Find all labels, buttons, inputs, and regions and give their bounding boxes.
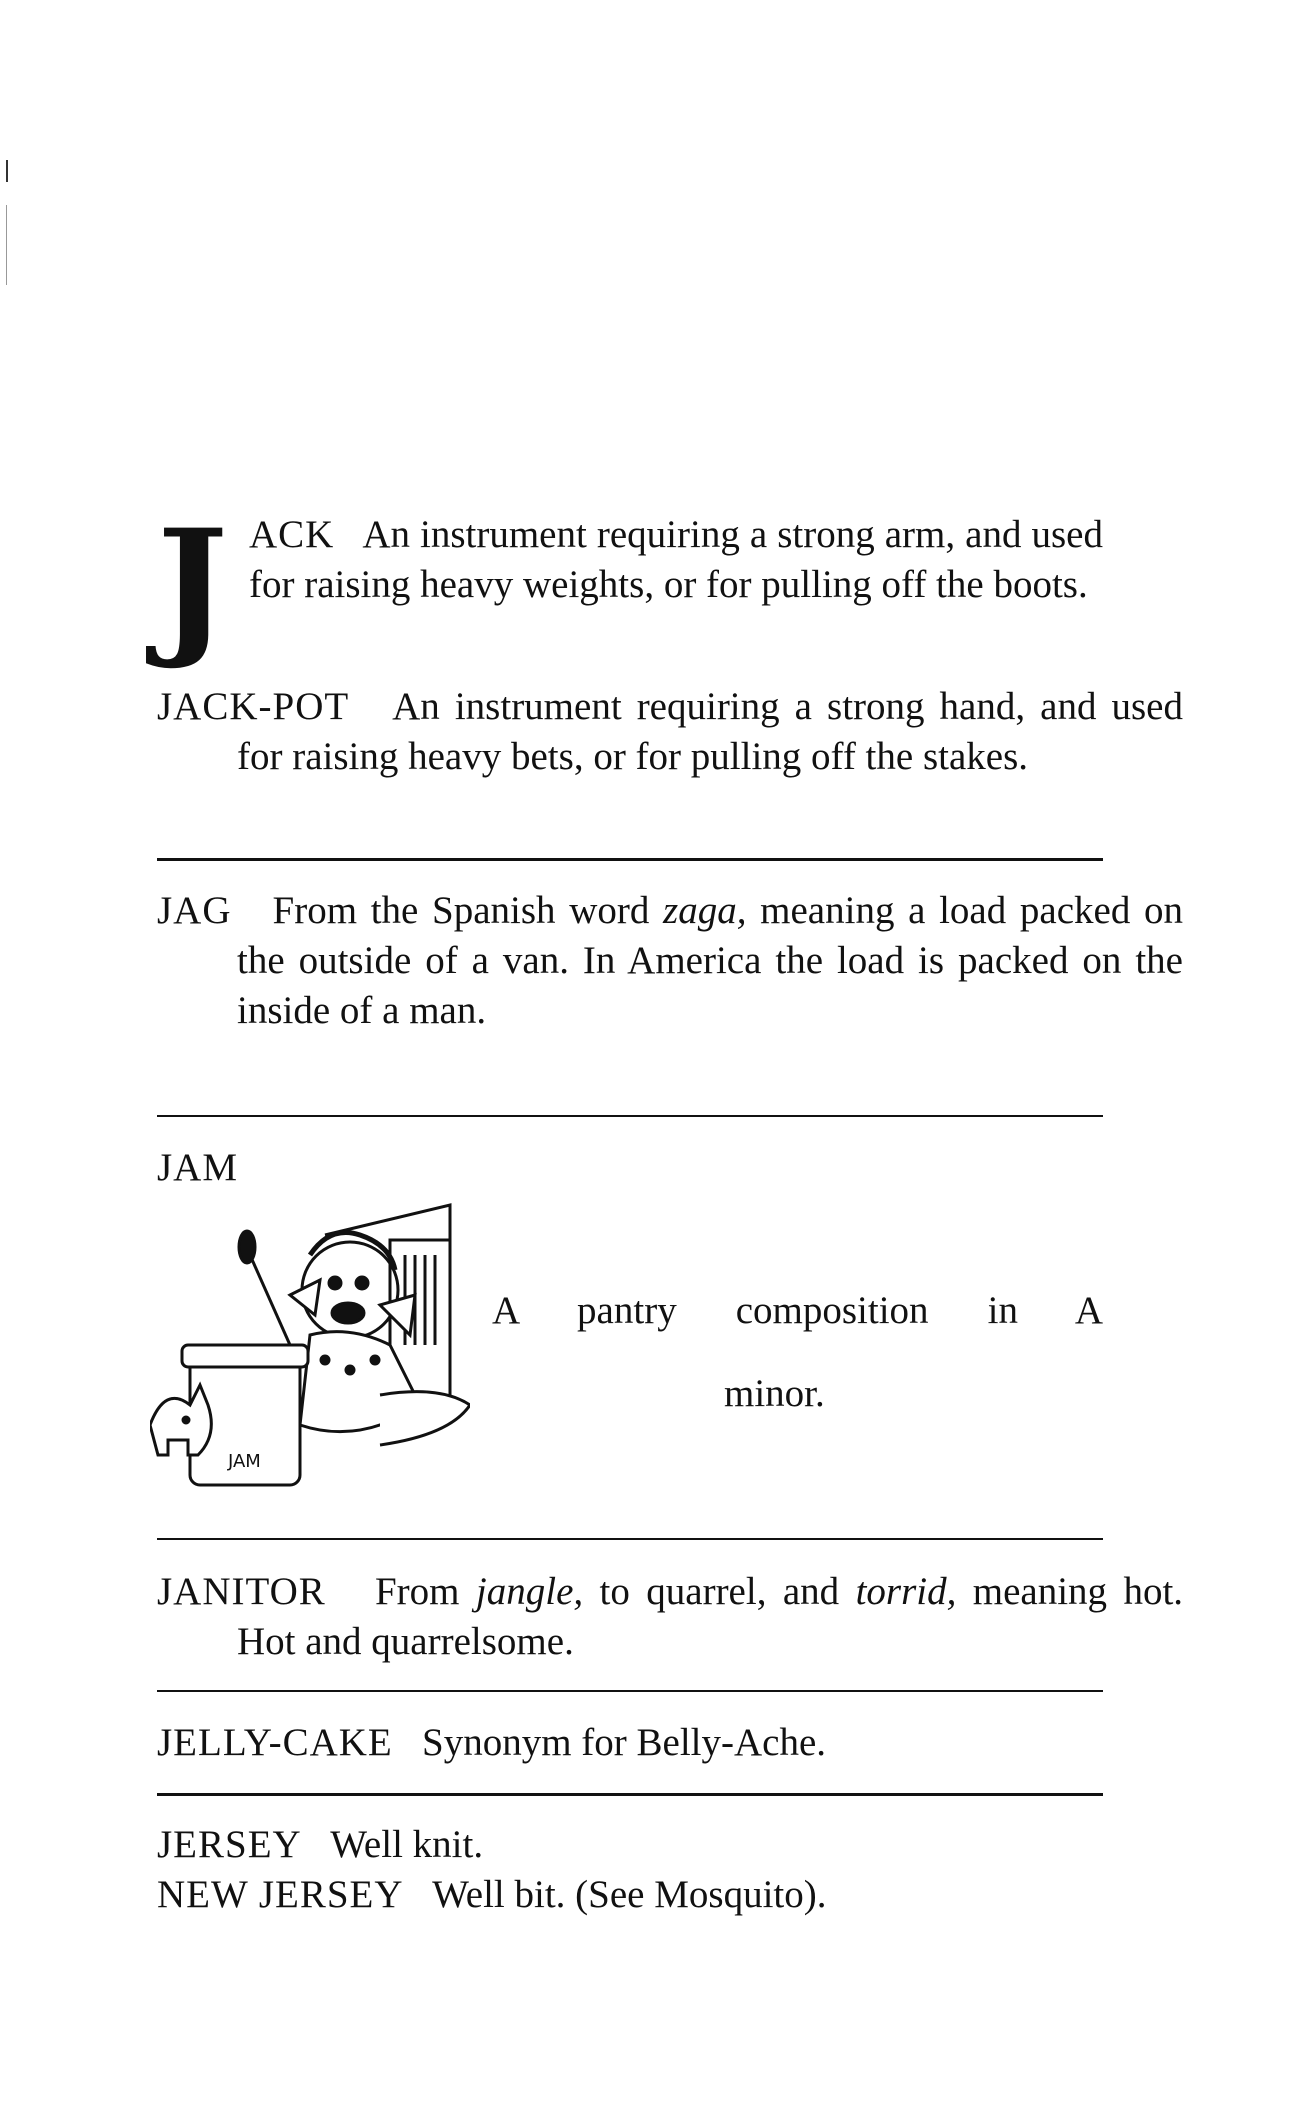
jersey-definition: Well knit. bbox=[330, 1823, 484, 1866]
jackpot-definition: An instrument requiring a strong hand, and used for raising heavy bets, or for pulling off the stakes. bbox=[237, 685, 1183, 778]
divider bbox=[157, 1793, 1103, 1796]
jack-term: ACK bbox=[249, 513, 335, 556]
divider bbox=[157, 1690, 1103, 1692]
entry-janitor bbox=[157, 1567, 1183, 1667]
newjersey-term: NEW JERSEY bbox=[157, 1873, 404, 1916]
jam-term: JAM bbox=[157, 1146, 239, 1189]
jam-def-line2: minor. bbox=[724, 1372, 825, 1415]
dog bbox=[150, 1385, 211, 1455]
entry-jersey bbox=[157, 1820, 1103, 1870]
janitor-def-italic-2: torrid, bbox=[855, 1570, 957, 1613]
janitor-def-italic-1: jangle, bbox=[475, 1570, 584, 1613]
entry-jam bbox=[157, 1145, 1103, 1190]
jar-label: JAM bbox=[228, 1451, 261, 1472]
jag-term: JAG bbox=[157, 889, 232, 932]
janitor-def-1: From bbox=[374, 1570, 460, 1613]
janitor-def-2: to quarrel, and bbox=[599, 1570, 840, 1613]
entry-jack bbox=[157, 497, 1103, 680]
dropcap-j: J bbox=[157, 497, 228, 673]
janitor-def-3: meaning hot. Hot and quarrelsome. bbox=[237, 1570, 1184, 1663]
entry-newjersey bbox=[157, 1870, 1103, 1920]
edge-mark-faint bbox=[6, 205, 7, 285]
newjersey-definition: Well bit. (See Mosquito). bbox=[432, 1873, 827, 1916]
jam-def-line1: A pantry composition in A bbox=[492, 1289, 1103, 1332]
divider bbox=[157, 1115, 1103, 1117]
jag-def-before: From the Spanish word bbox=[272, 889, 650, 932]
jam-illustration bbox=[150, 1195, 470, 1505]
mouth bbox=[332, 1303, 364, 1323]
jackpot-term: JACK-POT bbox=[157, 685, 350, 728]
jam-definition bbox=[492, 1288, 1103, 1416]
jag-def-italic: zaga, bbox=[663, 889, 747, 932]
jag-def-after: meaning a load packed on the outside of a van. In America the load is packed on the inside of a man. bbox=[237, 889, 1184, 1032]
entry-jellycake bbox=[157, 1718, 1103, 1768]
entry-jackpot bbox=[157, 682, 1183, 782]
divider bbox=[157, 1538, 1103, 1540]
edge-mark bbox=[6, 160, 8, 182]
jersey-term: JERSEY bbox=[157, 1823, 302, 1866]
jack-text bbox=[157, 510, 1103, 610]
jellycake-definition: Synonym for Belly-Ache. bbox=[422, 1721, 827, 1764]
janitor-term: JANITOR bbox=[157, 1570, 326, 1613]
jack-definition: An instrument requiring a strong arm, and used for raising heavy weights, or for pulling off the boots. bbox=[249, 513, 1103, 606]
divider bbox=[157, 858, 1103, 861]
jellycake-term: JELLY-CAKE bbox=[157, 1721, 393, 1764]
entry-jag bbox=[157, 886, 1183, 1036]
